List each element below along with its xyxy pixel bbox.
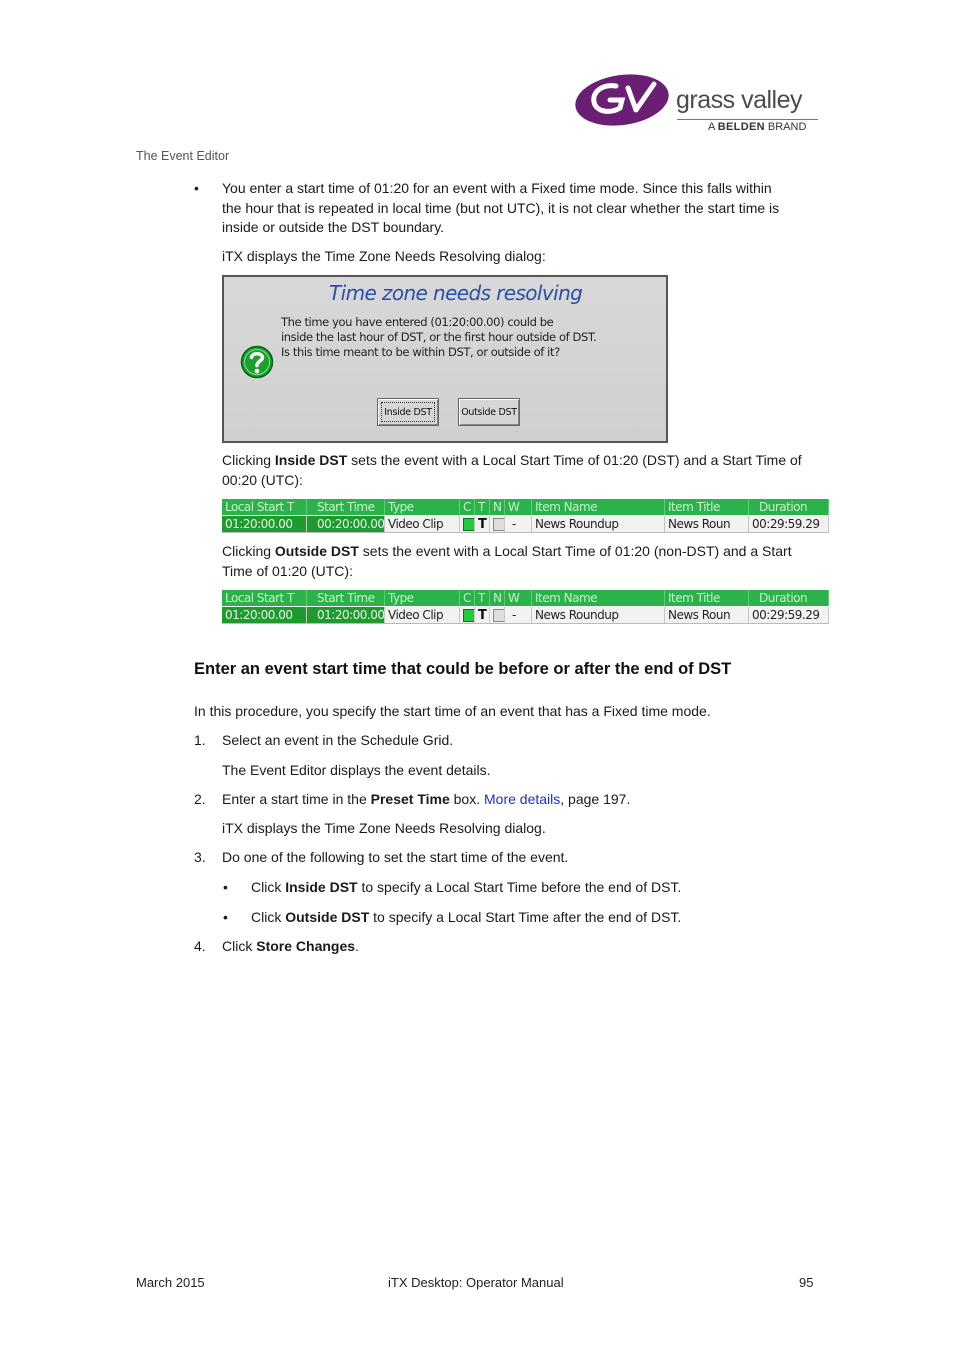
status-square-icon (463, 518, 475, 531)
col-item-title[interactable]: Item Title (665, 590, 749, 606)
cell-n (490, 607, 505, 623)
question-icon (240, 345, 274, 379)
footer-page-number: 95 (799, 1275, 814, 1290)
status-square-icon (463, 609, 475, 622)
grid-header-row (222, 499, 829, 515)
dialog-message (281, 315, 596, 360)
running-header: The Event Editor (136, 149, 230, 163)
step-3-bullet-1 (251, 878, 681, 898)
col-duration[interactable]: Duration (749, 499, 829, 515)
col-t[interactable]: T (475, 499, 490, 515)
procedure-intro: In this procedure, you specify the start time of an event that has a Fixed time mode. (194, 703, 711, 719)
cell-local-start: 01:20:00.00 (222, 607, 307, 623)
col-n[interactable]: N (490, 590, 505, 606)
inside-para-prefix: Clicking (222, 452, 275, 468)
step-4-prefix: Click (222, 938, 257, 954)
cell-w: - (505, 516, 532, 532)
col-item-title[interactable]: Item Title (665, 499, 749, 515)
time-zone-dialog (222, 275, 668, 443)
outside-para-rest-2: Time of 01:20 (UTC): (222, 562, 353, 579)
grid-header-row (222, 590, 829, 606)
bullet-glyph: • (223, 909, 228, 925)
col-type[interactable]: Type (385, 590, 460, 606)
step-2-bold: Preset Time (370, 791, 450, 807)
cell-c (460, 516, 475, 532)
t-icon: T (478, 517, 487, 532)
inside-dst-paragraph (222, 451, 832, 490)
info-icon (493, 609, 505, 622)
b1-prefix: Click (251, 879, 286, 895)
step-4-bold: Store Changes (256, 938, 356, 954)
logo-sub-brand: BELDEN (717, 121, 765, 133)
step-2-text (222, 790, 630, 810)
logo-divider (677, 119, 818, 120)
cell-n (490, 516, 505, 532)
col-start-time[interactable]: Start Time (307, 590, 385, 606)
step-1-number: 1. (194, 732, 206, 748)
bullet-glyph: • (194, 180, 199, 196)
intro-line-2: the hour that is repeated in local time (but not UTC), it is not clear whether the start time is (222, 199, 780, 216)
step-3-number: 3. (194, 849, 206, 865)
dialog-message-line-1: The time you have entered (01:20:00.00) could be (281, 315, 554, 329)
t-icon: T (478, 608, 487, 623)
outside-para-bold: Outside DST (274, 543, 359, 559)
cell-duration: 00:29:59.29 (749, 516, 829, 532)
grass-valley-logo-icon (574, 72, 674, 128)
logo-sub-suffix: BRAND (767, 121, 807, 133)
step-4-number: 4. (194, 938, 206, 954)
cell-t (475, 516, 490, 532)
col-local-start[interactable]: Local Start T (222, 590, 307, 606)
logo-sub-prefix: A (708, 121, 715, 133)
b2-prefix: Click (251, 909, 286, 925)
cell-w: - (505, 607, 532, 623)
info-icon (493, 518, 505, 531)
section-heading: Enter an event start time that could be before or after the end of DST (194, 660, 732, 678)
schedule-grid-inside (222, 499, 829, 532)
col-t[interactable]: T (475, 590, 490, 606)
step-2-number: 2. (194, 791, 206, 807)
col-type[interactable]: Type (385, 499, 460, 515)
outside-para-prefix: Clicking (222, 543, 275, 559)
step-2-prefix: Enter a start time in the (222, 791, 371, 807)
cell-local-start: 01:20:00.00 (222, 516, 307, 532)
step-4-suffix: . (355, 938, 359, 954)
cell-start-time: 01:20:00.00 (307, 607, 385, 623)
inside-para-rest-2: 00:20 (UTC): (222, 471, 303, 488)
col-start-time[interactable]: Start Time (307, 499, 385, 515)
logo-subtitle (708, 121, 806, 133)
cell-item-name: News Roundup (532, 516, 665, 532)
b2-bold: Outside DST (285, 909, 370, 925)
table-row[interactable] (222, 516, 829, 533)
inside-para-bold: Inside DST (274, 452, 348, 468)
schedule-grid-outside (222, 590, 829, 623)
intro-bullet (222, 179, 832, 238)
b1-rest: to specify a Local Start Time before the end of DST. (357, 879, 682, 895)
step-3-text: Do one of the following to set the start time of the event. (222, 849, 569, 865)
dialog-title: Time zone needs resolving (329, 281, 583, 305)
cell-c (460, 607, 475, 623)
cell-t (475, 607, 490, 623)
outside-para-rest-1: sets the event with a Local Start Time of 01:20 (non-DST) and a Start (358, 543, 792, 559)
step-2-mid: box. (449, 791, 484, 807)
inside-para-rest-1: sets the event with a Local Start Time of 01:20 (DST) and a Start Time of (347, 452, 802, 468)
dialog-message-line-2: inside the last hour of DST, or the first hour outside of DST. (281, 330, 597, 344)
b2-rest: to specify a Local Start Time after the end of DST. (369, 909, 682, 925)
footer-title: iTX Desktop: Operator Manual (388, 1275, 564, 1290)
table-row[interactable] (222, 607, 829, 624)
cell-type: Video Clip (385, 607, 460, 623)
cell-start-time: 00:20:00.00 (307, 516, 385, 532)
outside-dst-button[interactable]: Outside DST (458, 398, 520, 426)
footer-date: March 2015 (136, 1275, 205, 1290)
col-c[interactable]: C (460, 590, 475, 606)
cell-type: Video Clip (385, 516, 460, 532)
itx-displays-text: iTX displays the Time Zone Needs Resolving dialog: (222, 248, 546, 264)
step-1-result: The Event Editor displays the event details. (222, 762, 491, 778)
col-n[interactable]: N (490, 499, 505, 515)
col-w[interactable]: W (505, 590, 532, 606)
inside-dst-button[interactable]: Inside DST (377, 398, 439, 426)
step-1-text: Select an event in the Schedule Grid. (222, 732, 454, 748)
col-local-start[interactable]: Local Start T (222, 499, 307, 515)
more-details-link[interactable]: More details (484, 791, 561, 807)
intro-line-1: You enter a start time of 01:20 for an event with a Fixed time mode. Since this falls within (222, 180, 772, 196)
step-2-result: iTX displays the Time Zone Needs Resolving dialog. (222, 820, 546, 836)
cell-item-title: News Roun (665, 516, 749, 532)
logo-wordmark: grass valley (676, 86, 802, 114)
col-w[interactable]: W (505, 499, 532, 515)
outside-dst-paragraph (222, 542, 832, 581)
cell-item-name: News Roundup (532, 607, 665, 623)
bullet-glyph: • (223, 879, 228, 895)
col-duration[interactable]: Duration (749, 590, 829, 606)
intro-line-3: inside or outside the DST boundary. (222, 219, 445, 235)
b1-bold: Inside DST (285, 879, 358, 895)
step-2-suffix: , page 197. (560, 791, 631, 807)
cell-item-title: News Roun (665, 607, 749, 623)
col-item-name[interactable]: Item Name (532, 499, 665, 515)
dialog-message-line-3: Is this time meant to be within DST, or outside of it? (281, 345, 560, 359)
col-c[interactable]: C (460, 499, 475, 515)
step-4-text (222, 937, 359, 957)
step-3-bullet-2 (251, 908, 681, 928)
cell-duration: 00:29:59.29 (749, 607, 829, 623)
col-item-name[interactable]: Item Name (532, 590, 665, 606)
